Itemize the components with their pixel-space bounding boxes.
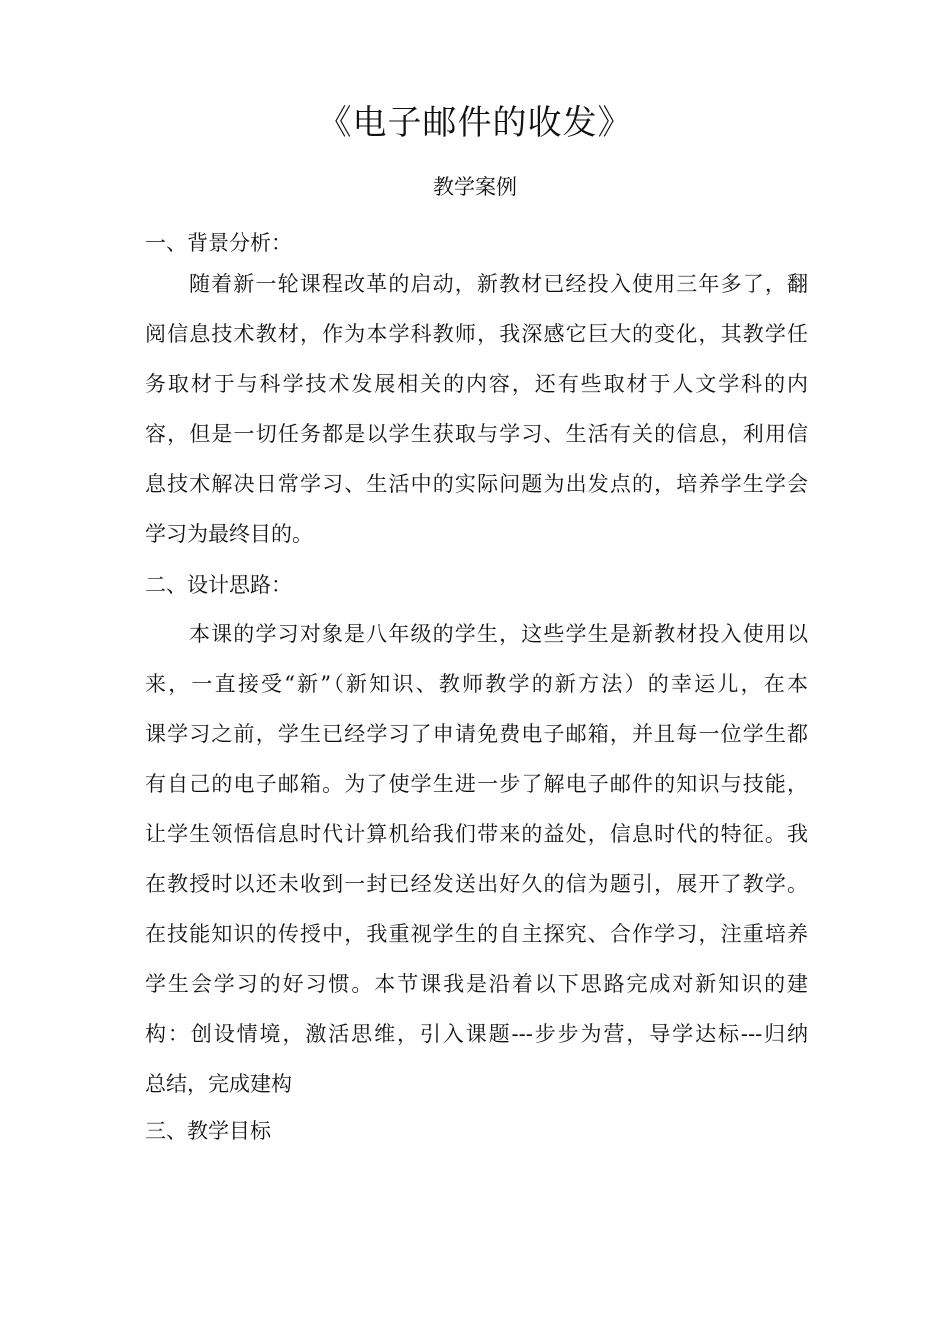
paragraph-line: 随着新一轮课程改革的启动，新教材已经投入使用三年多了，翻 [189,272,808,296]
document-subtitle: 教学案例 [433,175,517,199]
section-body-background [145,259,808,559]
paragraph-line: 阅信息技术教材，作为本学科教师，我深感它巨大的变化，其教学任 [145,322,808,346]
section-body-design [145,609,808,1109]
paragraph-line: 课学习之前，学生已经学习了申请免费电子邮箱，并且每一位学生都 [145,722,808,746]
section-heading-objectives: 三、教学目标 [145,1119,271,1143]
section-heading-design: 二、设计思路： [145,573,292,597]
paragraph-line: 让学生领悟信息时代计算机给我们带来的益处，信息时代的特征。我 [145,822,808,846]
document-title: 《电子邮件的收发》 [317,103,633,143]
section-heading-background: 一、背景分析： [145,231,292,255]
paragraph-line: 息技术解决日常学习、生活中的实际问题为出发点的，培养学生学会 [145,472,808,496]
paragraph-line: 在技能知识的传授中，我重视学生的自主探究、合作学习，注重培养 [145,922,808,946]
paragraph-line: 学生会学习的好习惯。本节课我是沿着以下思路完成对新知识的建 [145,972,808,996]
paragraph-line: 来，一直接受“新”（新知识、教师教学的新方法）的幸运儿，在本 [145,672,808,696]
paragraph-line: 构：创设情境，激活思维，引入课题---步步为营，导学达标---归纳 [145,1022,808,1046]
paragraph-line: 容，但是一切任务都是以学生获取与学习、生活有关的信息，利用信 [145,422,808,446]
paragraph-line: 务取材于与科学技术发展相关的内容，还有些取材于人文学科的内 [145,372,808,396]
paragraph-line: 总结，完成建构 [145,1072,292,1096]
paragraph-line: 学习为最终目的。 [145,522,313,546]
paragraph-line: 在教授时以还未收到一封已经发送出好久的信为题引，展开了教学。 [145,872,808,896]
paragraph-line: 本课的学习对象是八年级的学生，这些学生是新教材投入使用以 [189,622,808,646]
paragraph-line: 有自己的电子邮箱。为了使学生进一步了解电子邮件的知识与技能， [145,772,808,796]
